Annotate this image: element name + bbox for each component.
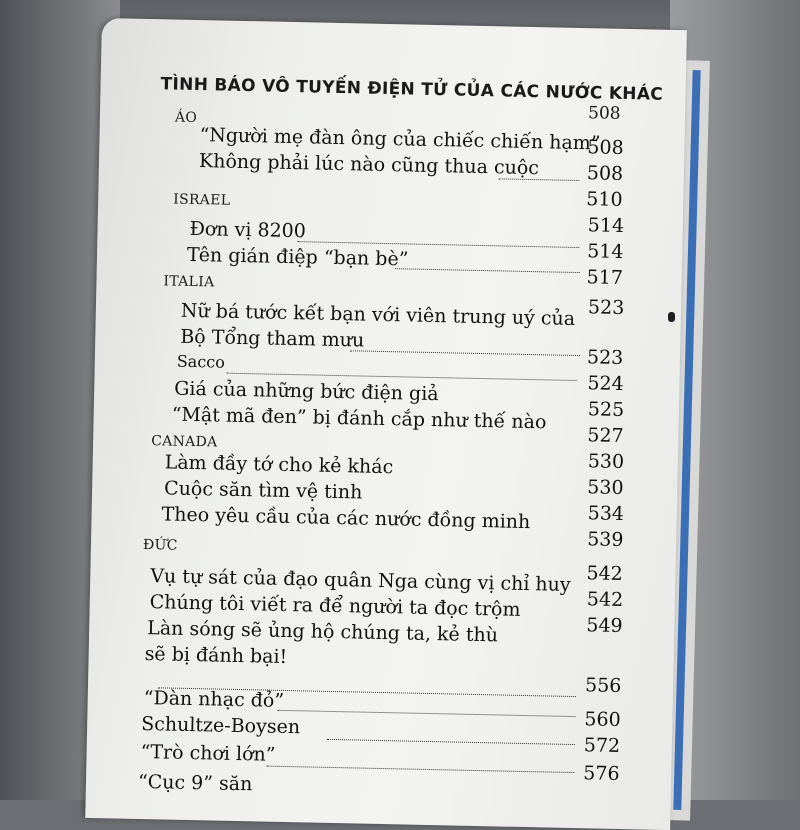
page-heading: TÌNH BÁO VÔ TUYẾN ĐIỆN TỬ CỦA CÁC NƯỚC KHÁC	[160, 74, 664, 105]
section-italia: ITALIA	[163, 273, 215, 291]
toc-entry: Tên gián điệp “bạn bè”	[186, 243, 409, 271]
table-of-contents	[85, 18, 687, 830]
toc-entry: “Mật mã đen” bị đánh cắp như thế nào	[171, 403, 547, 434]
toc-page-number: 523	[586, 346, 624, 369]
toc-leader-dots	[395, 268, 580, 273]
toc-page-number: 576	[583, 762, 620, 786]
toc-entry: Chúng tôi viết ra để người ta đọc trộm	[149, 591, 521, 621]
toc-page-number: 556	[584, 674, 622, 698]
toc-page-number: 523	[587, 296, 625, 319]
toc-entry: “Cục 9” săn	[137, 770, 253, 796]
toc-page-number: 524	[587, 372, 624, 396]
section-canada: CANADA	[150, 433, 218, 451]
section-austria: ÁO	[174, 109, 198, 127]
toc-leader-dots	[278, 710, 576, 717]
toc-leader-dots	[350, 350, 580, 356]
toc-entry: Theo yêu cầu của các nước đồng minh	[161, 503, 531, 534]
toc-page-number: 514	[586, 240, 624, 263]
toc-page-number: 508	[587, 136, 624, 159]
toc-entry: Làn sóng sẽ ủng hộ chúng ta, kẻ thù	[147, 617, 499, 647]
toc-entry: Bộ Tổng tham mưu	[180, 325, 365, 352]
toc-page-number: 542	[586, 588, 624, 612]
toc-page-number: 542	[586, 562, 623, 586]
toc-entry: Nữ bá tước kết bạn với viên trung uý của	[180, 299, 576, 330]
toc-leader-dots	[327, 739, 575, 745]
section-page-number: 517	[586, 266, 624, 289]
toc-page-number: 530	[587, 450, 625, 474]
toc-page-number: 525	[587, 398, 625, 422]
toc-entry: Làm đầy tớ cho kẻ khác	[164, 451, 394, 479]
section-page-number: 510	[586, 188, 623, 211]
section-germany: ĐỨC	[142, 536, 178, 554]
toc-page-number: 572	[583, 734, 621, 758]
toc-entry: Đơn vị 8200	[189, 217, 307, 243]
toc-page-number: 527	[587, 424, 624, 448]
toc-entry: Cuộc săn tìm vệ tinh	[163, 477, 363, 504]
toc-page-number: 530	[587, 476, 624, 500]
toc-entry: sẽ bị đánh bại!	[144, 643, 288, 669]
section-israel: ISRAEL	[173, 191, 231, 209]
toc-page-number: 560	[584, 708, 621, 732]
heading-page-number: 508	[587, 103, 621, 124]
toc-leader-dots	[266, 766, 574, 773]
book-page	[85, 18, 687, 830]
toc-entry: Không phải lúc nào cũng thua cuộc	[198, 150, 540, 180]
toc-entry: Sacco	[176, 351, 226, 372]
toc-entry: Schultze-Boysen	[140, 712, 301, 739]
toc-entry: “Dàn nhạc đỏ”	[143, 687, 285, 712]
toc-entry: “Người mẹ đàn ông của chiếc chiến hạm”	[199, 124, 601, 155]
toc-page-number: 508	[586, 162, 624, 185]
section-page-number: 539	[586, 528, 624, 552]
toc-page-number: 514	[587, 214, 625, 237]
toc-page-number: 534	[587, 502, 625, 526]
toc-page-number: 549	[586, 614, 623, 638]
toc-entry: Giá của những bức điện giả	[174, 377, 439, 406]
toc-entry: Vụ tự sát của đạo quân Nga cùng vị chỉ huy	[150, 565, 571, 596]
toc-entry: “Trò chơi lớn”	[140, 740, 276, 766]
page-binding-hole	[668, 312, 675, 322]
toc-leader-dots	[499, 178, 579, 181]
